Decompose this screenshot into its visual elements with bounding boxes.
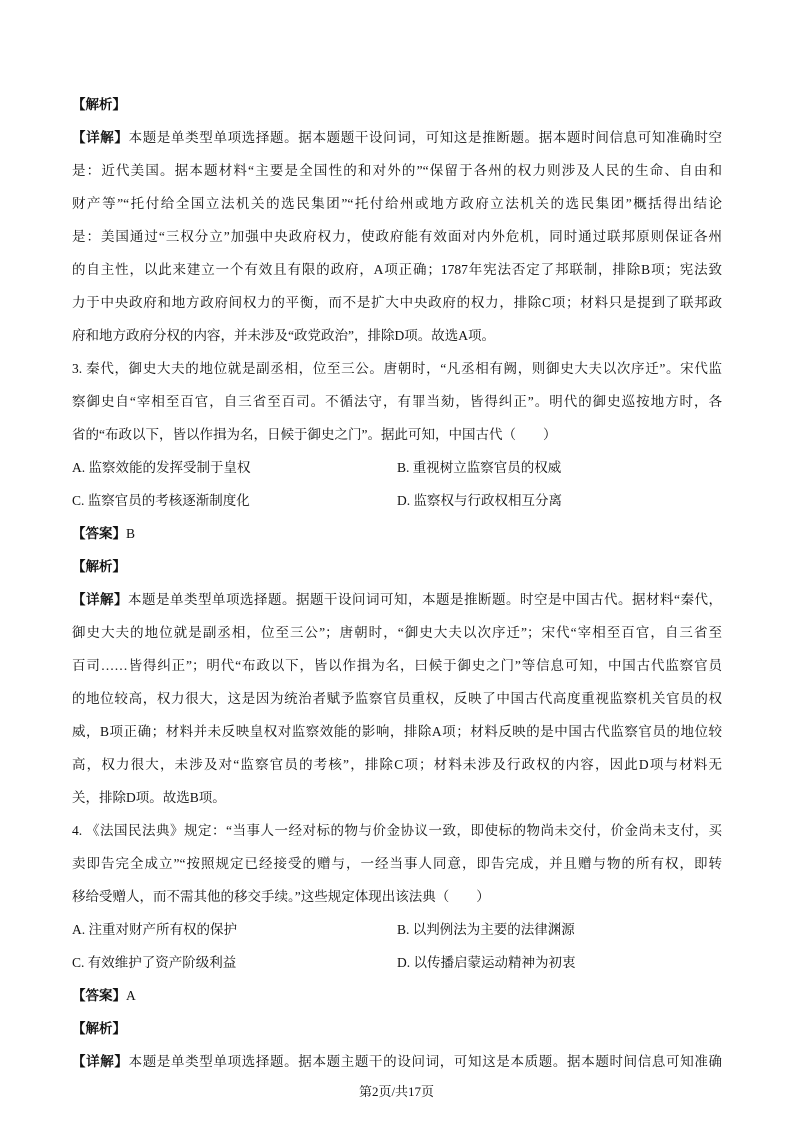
q4-stem-line — [72, 880, 722, 913]
q4-stem-line — [72, 847, 722, 880]
detail-text: 的地位较高，权力很大，这是因为统治者赋予监察官员重权，反映了中国古代高度重视监察机关官员的权 — [72, 691, 722, 706]
q4-options-row — [72, 946, 722, 979]
answer-label: 【答案】 — [72, 988, 126, 1003]
q3-answer — [72, 517, 722, 550]
detail-label: 【详解】 — [72, 1054, 129, 1069]
page-number: 第2页/共17页 — [358, 1084, 435, 1099]
stem-text: 卖即告完全成立”“按照规定已经接受的赠与，一经当事人同意，即告完成，并且赠与物的所有权，即转 — [72, 856, 722, 871]
q2-detail-line — [72, 121, 722, 154]
q3-options-row — [72, 451, 722, 484]
q3-detail-line — [72, 748, 722, 781]
option-a: A. 监察效能的发挥受制于皇权 — [72, 460, 251, 475]
detail-label: 【详解】 — [72, 592, 128, 607]
page-content — [72, 88, 722, 1078]
q2-detail-line — [72, 220, 722, 253]
detail-text: 高，权力很大，未涉及对“监察官员的考核”，排除C项；材料未涉及行政权的内容，因此D项与材料无 — [72, 757, 722, 772]
detail-text: 御史大夫的地位就是副丞相，位至三公”；唐朝时，“御史大夫以次序迁”；宋代“宰相至百官，自三省至 — [72, 625, 722, 640]
q4-analysis-heading — [72, 1012, 722, 1045]
detail-text: 是：美国通过“三权分立”加强中央政府权力，使政府能有效面对内外危机，同时通过联邦原则保证各州 — [72, 229, 722, 244]
answer-value: A — [126, 988, 136, 1003]
q3-detail-line — [72, 715, 722, 748]
option-b: B. 以判例法为主要的法律渊源 — [397, 922, 575, 937]
q3-stem-line — [72, 385, 722, 418]
stem-text: 省的“布政以下，皆以作揖为名，日候于御史之门”。据此可知，中国古代（ ） — [72, 427, 557, 442]
detail-text: 威，B项正确；材料并未反映皇权对监察效能的影响，排除A项；材料反映的是中国古代监察官员的地位较 — [72, 724, 722, 739]
detail-text: 关，排除D项。故选B项。 — [72, 790, 226, 805]
detail-text: 本题是单类型单项选择题。据本题主题干的设问词，可知这是本质题。据本题时间信息可知准确 — [128, 1054, 722, 1069]
q4-detail-line — [72, 1045, 722, 1078]
q4-answer — [72, 979, 722, 1012]
detail-label: 【详解】 — [72, 130, 129, 145]
q3-stem-line — [72, 352, 722, 385]
q4-stem-line — [72, 814, 722, 847]
q3-detail-line — [72, 583, 722, 616]
detail-text: 财产等”“托付给全国立法机关的选民集团”“托付给州或地方政府立法机关的选民集团”概括得出结论 — [72, 196, 722, 211]
detail-text: 百司……皆得纠正”；明代“布政以下，皆以作揖为名，曰候于御史之门”等信息可知，中国古代监察官员 — [72, 658, 722, 673]
q4-options-row — [72, 913, 722, 946]
q3-stem-line — [72, 418, 722, 451]
analysis-label: 【解析】 — [72, 1021, 126, 1036]
option-c: C. 监察官员的考核逐渐制度化 — [72, 493, 250, 508]
answer-label: 【答案】 — [72, 526, 126, 541]
q2-detail-line — [72, 187, 722, 220]
stem-text: 4. 《法国民法典》规定：“当事人一经对标的物与价金协议一致，即使标的物尚未交付，价金尚未支付，买 — [72, 823, 722, 838]
option-d: D. 以传播启蒙运动精神为初衷 — [397, 955, 576, 970]
detail-text: 本题是单类型单项选择题。据题干设问词可知，本题是推断题。时空是中国古代。据材料“秦代， — [128, 592, 722, 607]
option-c: C. 有效维护了资产阶级利益 — [72, 955, 237, 970]
q3-detail-line — [72, 682, 722, 715]
option-a: A. 注重对财产所有权的保护 — [72, 922, 237, 937]
q2-detail-line — [72, 154, 722, 187]
stem-text: 3. 秦代，御史大夫的地位就是副丞相，位至三公。唐朝时，“凡丞相有阙，则御史大夫以次序迁”。宋代监 — [72, 361, 722, 376]
detail-text: 力于中央政府和地方政府间权力的平衡，而不是扩大中央政府的权力，排除C项；材料只是提到了联邦政 — [72, 295, 722, 310]
q3-detail-line — [72, 781, 722, 814]
option-b: B. 重视树立监察官员的权威 — [397, 460, 562, 475]
option-d: D. 监察权与行政权相互分离 — [397, 493, 562, 508]
q2-detail-line — [72, 253, 722, 286]
q2-detail-line — [72, 319, 722, 352]
q3-analysis-heading — [72, 550, 722, 583]
q2-analysis-heading — [72, 88, 722, 121]
detail-text: 本题是单类型单项选择题。据本题题干设问词，可知这是推断题。据本题时间信息可知准确时空 — [128, 130, 722, 145]
detail-text: 府和地方政府分权的内容，并未涉及“政党政治”，排除D项。故选A项。 — [72, 328, 495, 343]
analysis-label: 【解析】 — [72, 559, 126, 574]
answer-value: B — [126, 526, 136, 541]
page-footer — [0, 1083, 793, 1101]
q3-detail-line — [72, 616, 722, 649]
detail-text: 的自主性，以此来建立一个有效且有限的政府，A项正确；1787年宪法否定了邦联制，排除B项；宪法致 — [72, 262, 722, 277]
q3-detail-line — [72, 649, 722, 682]
q2-detail-line — [72, 286, 722, 319]
detail-text: 是：近代美国。据本题材料“主要是全国性的和对外的”“保留于各州的权力则涉及人民的生命、自由和 — [72, 163, 722, 178]
stem-text: 移给受赠人，而不需其他的移交手续。”这些规定体现出该法典（ ） — [72, 889, 490, 904]
q3-options-row — [72, 484, 722, 517]
analysis-label: 【解析】 — [72, 97, 126, 112]
stem-text: 察御史自“宰相至百官，自三省至百司。不循法守，有罪当劾，皆得纠正”。明代的御史巡按地方时，各 — [72, 394, 722, 409]
